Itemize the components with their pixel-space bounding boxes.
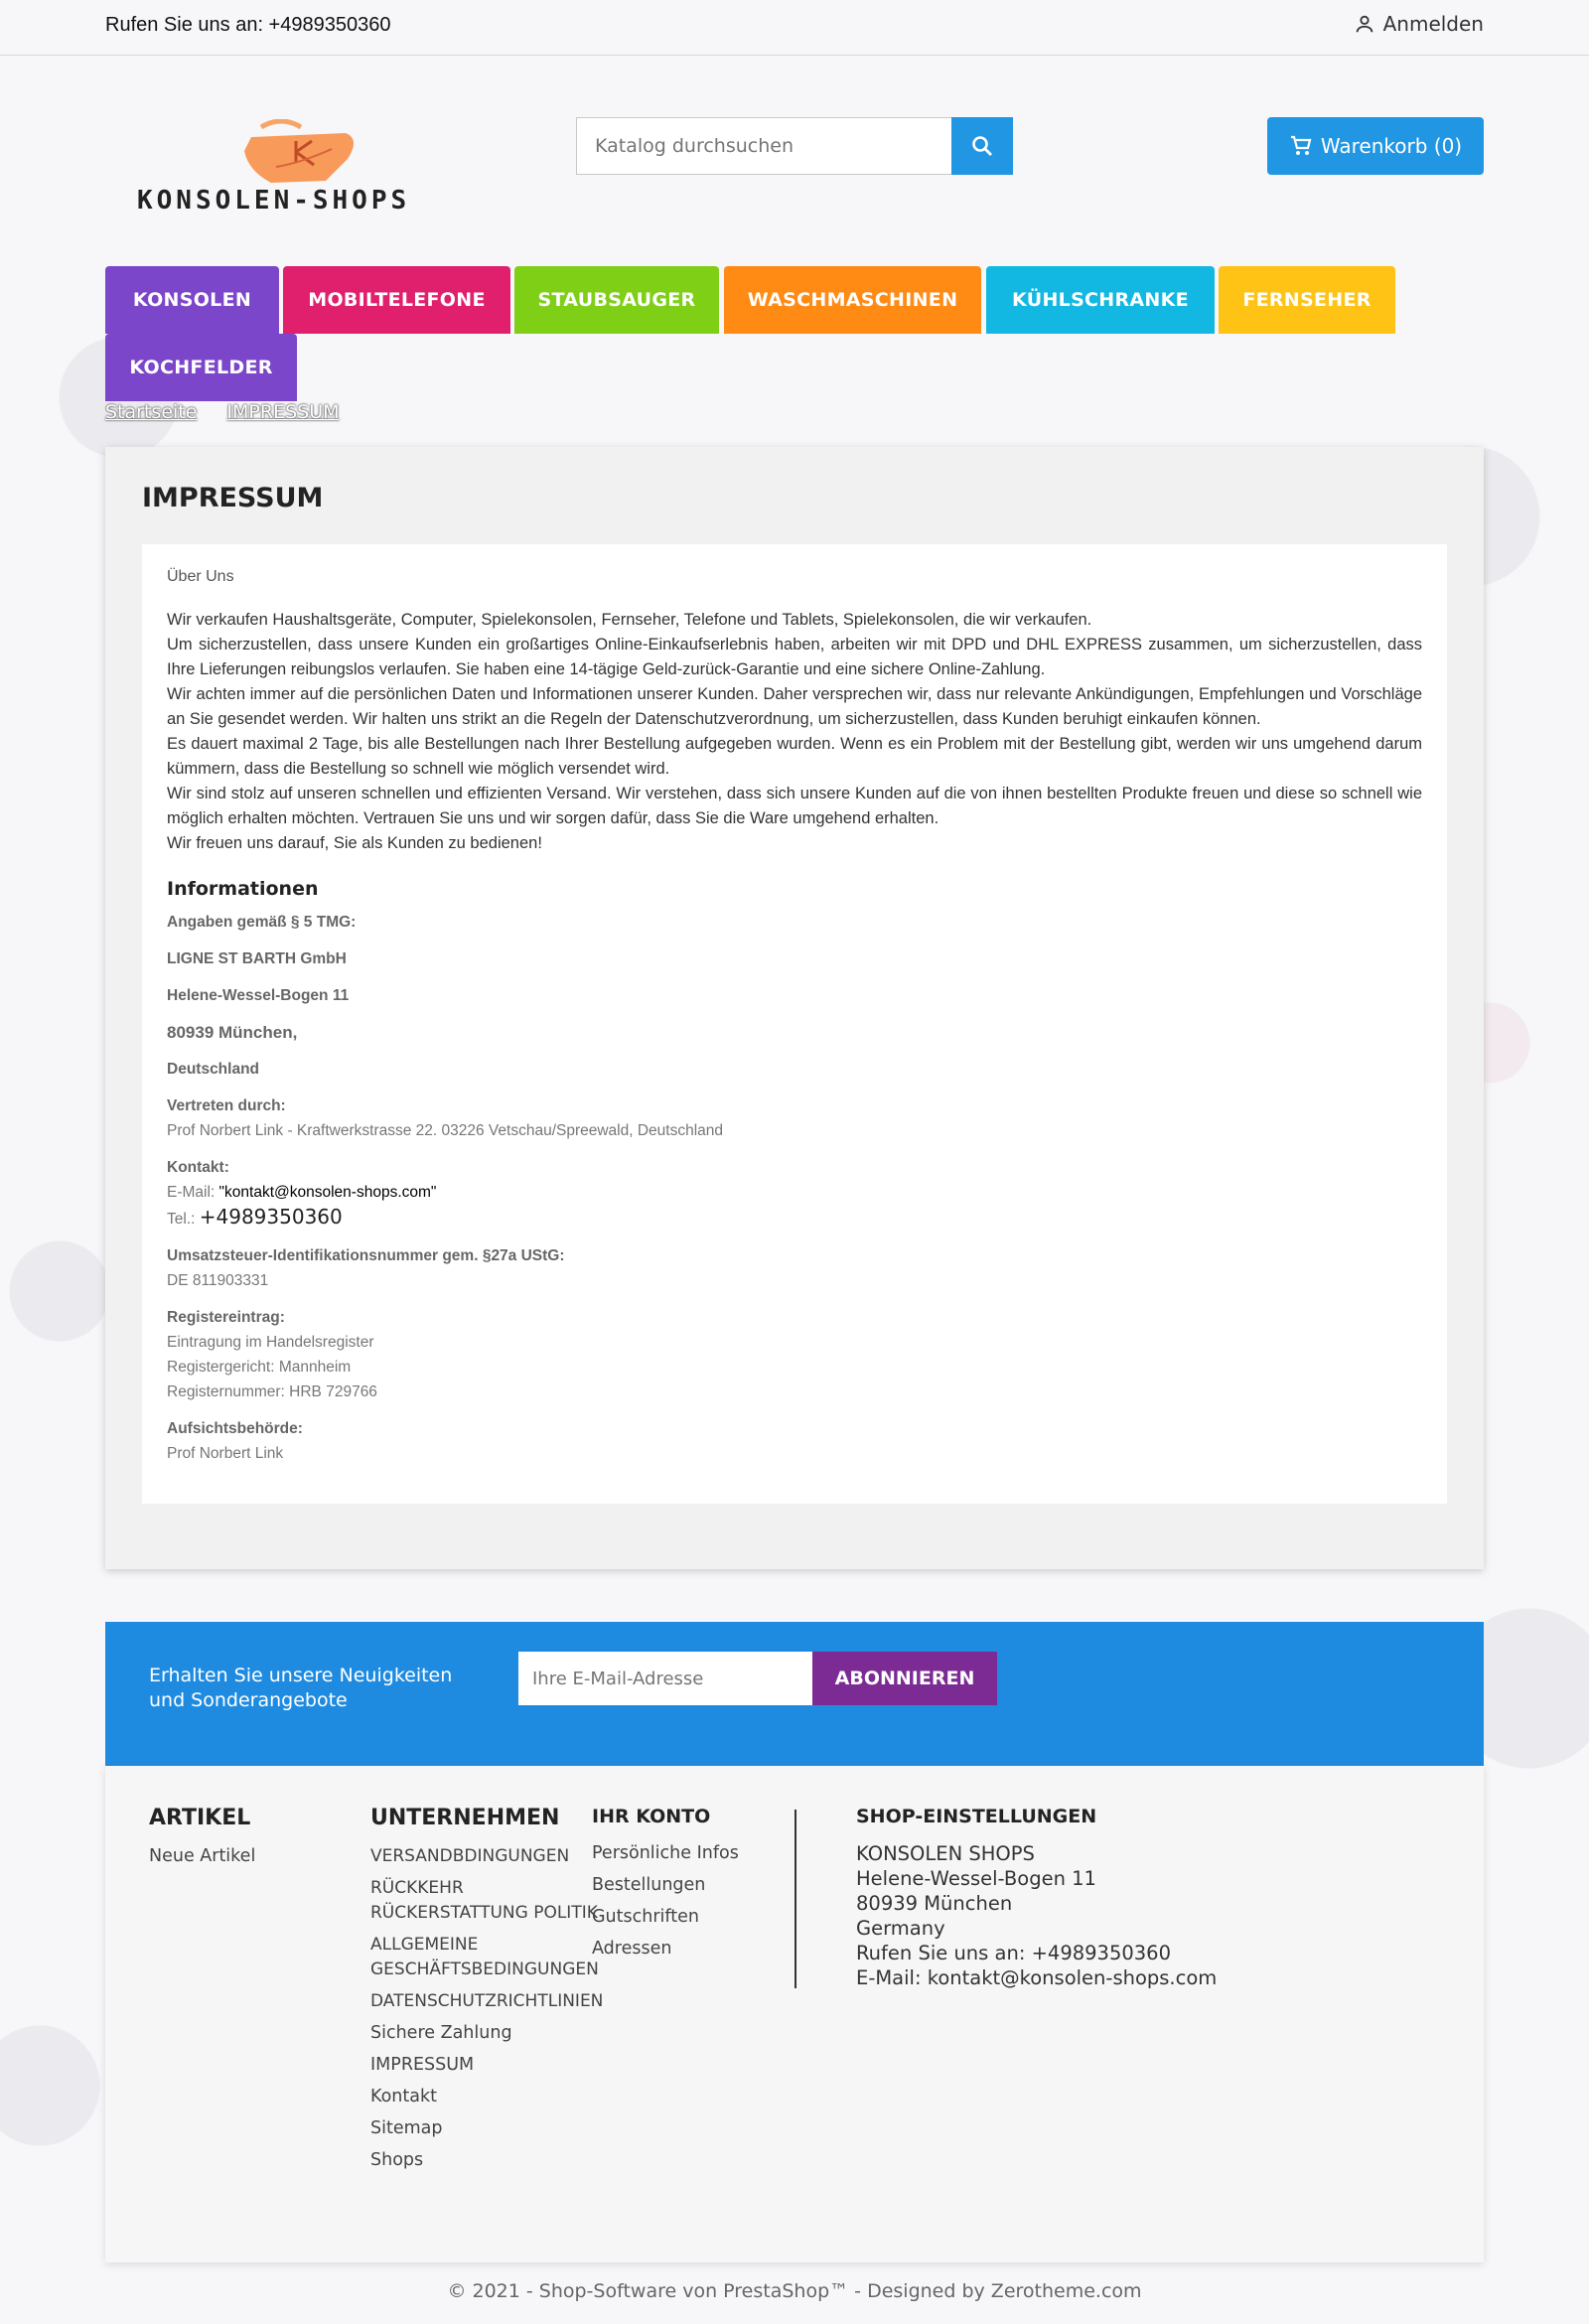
subscribe-button[interactable]: ABONNIEREN xyxy=(812,1652,997,1705)
logo-text: KONSOLEN-SHOPS xyxy=(137,186,411,216)
nav-item-kochfelder[interactable]: KOCHFELDER xyxy=(105,334,297,401)
about-paragraph-3: Wir achten immer auf die persönlichen Daten und Informationen unserer Kunden. Daher versprechen wir, dass nur relevante Ankündigungen, Empfehlungen und Vorschläge an Sie gesendet werden. Wir halten uns strikt an die Regeln der Datenschutzverordnung, um sicherzustellen, dass Kunden beruhigt einkaufen können. xyxy=(167,685,1422,728)
nav-item-konsolen[interactable]: KONSOLEN xyxy=(105,266,279,334)
newsletter-text: Erhalten Sie unsere Neuigkeiten und Sonderangebote xyxy=(149,1665,453,1711)
footer-col-konto xyxy=(592,1806,739,1968)
footer-link-rueckkehr[interactable]: RÜCKKEHR RÜCKERSTATTUNG POLITIK xyxy=(370,1878,598,1923)
search-input[interactable] xyxy=(576,117,951,175)
login-label: Anmelden xyxy=(1382,12,1484,36)
company-city: 80939 München, xyxy=(167,1023,298,1042)
email-prefix: E-Mail: xyxy=(167,1184,216,1201)
shopping-bag-icon xyxy=(137,119,475,218)
footer xyxy=(105,1766,1484,2262)
contact-tel-row xyxy=(167,1205,1422,1232)
footer-link-agb[interactable]: ALLGEMEINE GESCHÄFTSBEDINGUNGEN xyxy=(370,1935,599,1979)
breadcrumb-home[interactable]: Startseite xyxy=(105,401,198,423)
shop-line-1: KONSOLEN SHOPS xyxy=(856,1842,1035,1865)
footer-link-neue-artikel[interactable]: Neue Artikel xyxy=(149,1846,256,1866)
tel-value: +4989350360 xyxy=(199,1205,343,1229)
nav-item-kuehlschranke[interactable]: KÜHLSCHRANKE xyxy=(986,266,1215,334)
footer-link-infos[interactable]: Persönliche Infos xyxy=(592,1843,739,1863)
vat-value: DE 811903331 xyxy=(167,1272,269,1289)
footer-link-adressen[interactable]: Adressen xyxy=(592,1939,672,1959)
footer-unternehmen-title: UNTERNEHMEN xyxy=(370,1806,560,1830)
newsletter-email-input[interactable] xyxy=(518,1652,812,1705)
footer-link-bestellungen[interactable]: Bestellungen xyxy=(592,1875,706,1895)
footer-link-kontakt[interactable]: Kontakt xyxy=(370,2087,437,2106)
impressum-content xyxy=(142,544,1447,1504)
contact-email-row xyxy=(167,1180,1422,1205)
vat-label: Umsatzsteuer-Identifikationsnummer gem. §27a UStG: xyxy=(167,1247,565,1264)
about-heading: Über Uns xyxy=(167,568,234,585)
about-paragraph-5: Wir sind stolz auf unseren schnellen und effizienten Versand. Wir verstehen, dass sich unsere Kunden auf die von ihnen bestellten Produkte freuen und diese so schnell wie möglich erhalten möchten. Vertrauen Sie uns und wir sorgen dafür, dass Sie die Ware umgehend erhalten. xyxy=(167,785,1422,827)
shop-line-4: Germany xyxy=(856,1917,945,1940)
search-icon xyxy=(970,134,994,158)
top-bar xyxy=(0,0,1589,56)
footer-artikel-title: ARTIKEL xyxy=(149,1806,251,1830)
register-line-2: Registergericht: Mannheim xyxy=(167,1359,352,1376)
newsletter-block xyxy=(105,1622,1484,1769)
footer-link-zahlung[interactable]: Sichere Zahlung xyxy=(370,2023,512,2043)
footer-link-impressum[interactable]: IMPRESSUM xyxy=(370,2055,475,2075)
search-bar xyxy=(576,117,1013,175)
contact-label: Kontakt: xyxy=(167,1159,229,1176)
shop-line-6[interactable]: E-Mail: kontakt@konsolen-shops.com xyxy=(856,1966,1218,1989)
authority-value: Prof Norbert Link xyxy=(167,1445,284,1462)
about-paragraph-6: Wir freuen uns darauf, Sie als Kunden zu bedienen! xyxy=(167,834,542,852)
search-button[interactable] xyxy=(951,117,1013,175)
email-link[interactable]: "kontakt@konsolen-shops.com" xyxy=(218,1184,437,1201)
tmg-label: Angaben gemäß § 5 TMG: xyxy=(167,914,357,931)
nav-item-staubsauger[interactable]: STAUBSAUGER xyxy=(514,266,719,334)
nav-item-mobiltelefone[interactable]: MOBILTELEFONE xyxy=(283,266,510,334)
representative-value: Prof Norbert Link - Kraftwerkstrasse 22. 03226 Vetschau/Spreewald, Deutschland xyxy=(167,1122,724,1139)
cart-icon xyxy=(1289,134,1313,158)
shop-line-3: 80939 München xyxy=(856,1892,1013,1915)
cart-button[interactable] xyxy=(1267,117,1484,175)
cart-label: Warenkorb (0) xyxy=(1320,134,1463,158)
breadcrumb-current[interactable]: IMPRESSUM xyxy=(226,401,340,423)
user-icon xyxy=(1354,13,1375,35)
about-paragraph-4: Es dauert maximal 2 Tage, bis alle Bestellungen nach Ihrer Bestellung aufgegeben wurden. Wenn es ein Problem mit der Bestellung gibt, werden wir uns umgehend darum kümmern, dass die Bestellung so schnell wie möglich versendet wird. xyxy=(167,735,1422,778)
company-name: LIGNE ST BARTH GmbH xyxy=(167,950,347,967)
register-line-1: Eintragung im Handelsregister xyxy=(167,1334,374,1351)
authority-label: Aufsichtsbehörde: xyxy=(167,1420,303,1437)
main-content-card xyxy=(105,447,1484,1569)
footer-link-sitemap[interactable]: Sitemap xyxy=(370,2118,443,2138)
about-paragraph-1: Wir verkaufen Haushaltsgeräte, Computer, Spielekonsolen, Fernseher, Telefone und Tablets, Spielekonsolen, die wir verkaufen. xyxy=(167,611,1092,629)
footer-link-shops[interactable]: Shops xyxy=(370,2150,424,2170)
shop-line-5: Rufen Sie uns an: +4989350360 xyxy=(856,1942,1171,1964)
register-line-3: Registernummer: HRB 729766 xyxy=(167,1383,377,1400)
nav-item-waschmaschinen[interactable]: WASCHMASCHINEN xyxy=(724,266,981,334)
register-label: Registereintrag: xyxy=(167,1309,285,1326)
shop-line-2: Helene-Wessel-Bogen 11 xyxy=(856,1867,1096,1890)
footer-shop-title: SHOP-EINSTELLUNGEN xyxy=(856,1806,1097,1827)
footer-link-datenschutz[interactable]: DATENSCHUTZRICHTLINIEN xyxy=(370,1991,604,2011)
shop-logo[interactable] xyxy=(137,119,475,218)
login-link[interactable] xyxy=(1354,12,1484,36)
footer-col-shop xyxy=(856,1806,1217,1990)
footer-konto-title: IHR KONTO xyxy=(592,1806,711,1827)
breadcrumb xyxy=(105,401,340,423)
page-title: IMPRESSUM xyxy=(142,483,324,513)
footer-col-artikel xyxy=(149,1806,255,1876)
footer-col-unternehmen xyxy=(370,1806,604,2180)
info-heading: Informationen xyxy=(167,878,319,900)
footer-link-gutschriften[interactable]: Gutschriften xyxy=(592,1907,699,1927)
about-paragraph-2: Um sicherzustellen, dass unsere Kunden ein großartiges Online-Einkaufserlebnis haben, arbeiten wir mit DPD und DHL EXPRESS zusammen, um sicherzustellen, dass Ihre Lieferungen reibungslos verlaufen. Sie haben eine 14-tägige Geld-zurück-Garantie und eine sichere Online-Zahlung. xyxy=(167,636,1422,678)
company-street: Helene-Wessel-Bogen 11 xyxy=(167,987,350,1004)
nav-item-fernseher[interactable]: FERNSEHER xyxy=(1219,266,1395,334)
representative-label: Vertreten durch: xyxy=(167,1097,286,1114)
footer-link-versand[interactable]: VERSANDBDINGUNGEN xyxy=(370,1846,570,1866)
contact-phone: Rufen Sie uns an: +4989350360 xyxy=(105,14,391,36)
footer-divider xyxy=(794,1810,796,1988)
tel-prefix: Tel.: xyxy=(167,1211,196,1228)
company-country: Deutschland xyxy=(167,1061,260,1078)
copyright: © 2021 - Shop-Software von PrestaShop™ - Designed by Zerotheme.com xyxy=(447,2280,1142,2302)
